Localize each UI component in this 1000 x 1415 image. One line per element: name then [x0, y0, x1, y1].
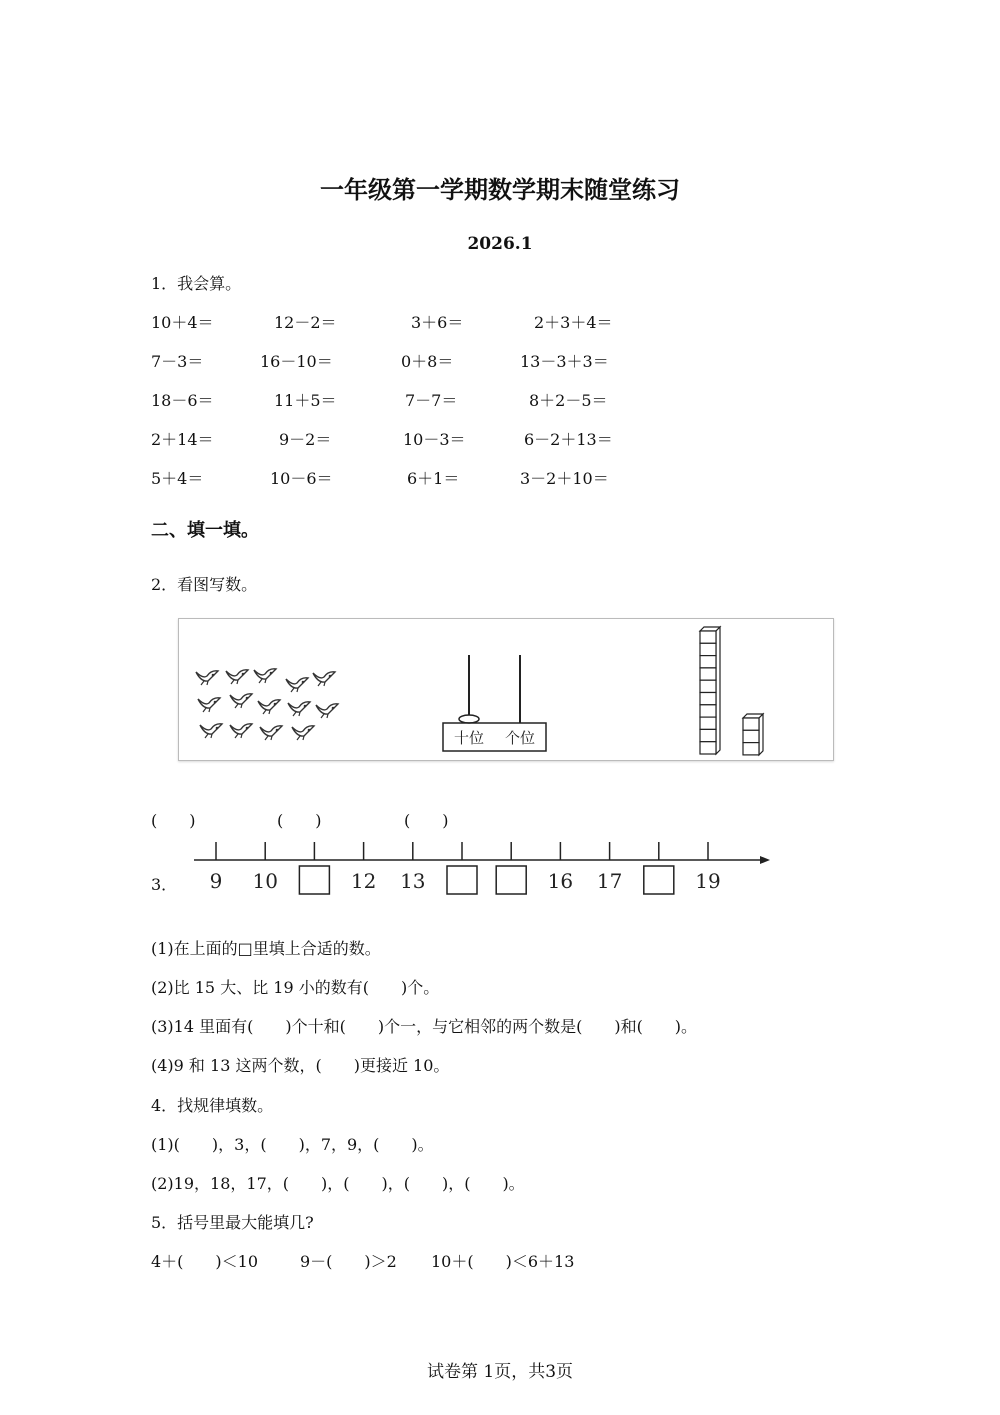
- abacus-label-tens: 十位: [453, 729, 485, 747]
- answer-box[interactable]: [299, 866, 329, 894]
- bird-icon: [258, 700, 280, 714]
- answer-blank[interactable]: ( ): [404, 811, 449, 830]
- calc-item: 2＋3＋4＝: [534, 313, 613, 332]
- calc-item: 13－3＋3＝: [520, 352, 609, 371]
- q4-item: (2)19，18，17，( )，( )，( )，( )。: [151, 1174, 525, 1193]
- bird-icon: [292, 726, 314, 740]
- rod-cube: [700, 693, 716, 705]
- answer-blank[interactable]: ( ): [277, 811, 322, 830]
- section-heading: 二、填一填。: [151, 520, 259, 541]
- bird-icon: [196, 671, 218, 685]
- tick-label: 17: [596, 869, 623, 893]
- tick-label: 10: [252, 869, 278, 893]
- bird-icon: [254, 669, 276, 683]
- unit-cube: [743, 718, 759, 730]
- calc-item: 10＋4＝: [151, 313, 214, 332]
- page-title: 一年级第一学期数学期末随堂练习: [320, 176, 680, 204]
- bird-icon: [260, 726, 282, 740]
- q5-item: 9－( )＞2: [300, 1252, 397, 1271]
- rod-cube: [700, 742, 716, 754]
- bird-icon: [286, 678, 308, 692]
- calc-item: 3＋6＝: [411, 313, 464, 332]
- calc-item: 5＋4＝: [151, 469, 204, 488]
- calc-item: 10－3＝: [403, 430, 466, 449]
- unit-cube: [743, 730, 759, 742]
- q2-figure-svg: [179, 619, 833, 760]
- rod-cube: [700, 717, 716, 729]
- calc-item: 8＋2－5＝: [529, 391, 608, 410]
- bird-icon: [288, 702, 310, 716]
- unit-cube: [743, 743, 759, 755]
- q3-label: 3．: [151, 875, 178, 894]
- q5-item: 10＋( )＜6＋13: [431, 1252, 575, 1271]
- abacus-bead: [459, 715, 479, 723]
- rod-cube: [700, 656, 716, 668]
- answer-box[interactable]: [496, 866, 526, 894]
- q3-item: (2)比 15 大、比 19 小的数有( )个。: [151, 978, 440, 997]
- rod-cube: [700, 668, 716, 680]
- calc-item: 7－3＝: [151, 352, 204, 371]
- bird-icon: [230, 724, 252, 738]
- q4-item: (1)( )，3，( )，7，9，( )。: [151, 1135, 434, 1154]
- page-footer: 试卷第 1页，共3页: [426, 1362, 574, 1382]
- q5-label: 5．括号里最大能填几?: [151, 1213, 314, 1232]
- calc-item: 11＋5＝: [274, 391, 337, 410]
- calc-item: 2＋14＝: [151, 430, 214, 449]
- bird-icon: [316, 704, 338, 718]
- bird-icon: [230, 694, 252, 708]
- abacus-label-ones: 个位: [504, 729, 536, 747]
- calc-item: 3－2＋10＝: [520, 469, 609, 488]
- bird-icon: [226, 670, 248, 684]
- calc-item: 6－2＋13＝: [524, 430, 613, 449]
- tick-label: 19: [695, 869, 721, 893]
- q3-item: (3)14 里面有( )个十和( )个一，与它相邻的两个数是( )和( )。: [151, 1017, 698, 1036]
- calc-item: 9－2＝: [279, 430, 332, 449]
- tick-label: 13: [400, 869, 426, 893]
- answer-box[interactable]: [644, 866, 674, 894]
- q1-label: 1．我会算。: [151, 274, 242, 293]
- calc-item: 0＋8＝: [401, 352, 454, 371]
- calc-item: 6＋1＝: [407, 469, 460, 488]
- tick-label: 12: [350, 869, 377, 893]
- tick-label: 9: [209, 869, 223, 893]
- bird-icon: [198, 698, 220, 712]
- rod-cube: [700, 643, 716, 655]
- calc-item: 16－10＝: [260, 352, 333, 371]
- answer-box[interactable]: [447, 866, 477, 894]
- q3-item: (4)9 和 13 这两个数，( )更接近 10。: [151, 1056, 450, 1075]
- rod-cube: [700, 705, 716, 717]
- bird-icon: [313, 672, 335, 686]
- ones-cubes: [743, 714, 763, 755]
- calc-item: 7－7＝: [405, 391, 458, 410]
- tens-rod: [700, 627, 720, 754]
- rod-cube: [700, 680, 716, 692]
- number-line: [180, 836, 780, 900]
- birds-group: [196, 669, 338, 740]
- q2-figure: [178, 618, 834, 761]
- answer-blank[interactable]: ( ): [151, 811, 196, 830]
- calc-item: 10－6＝: [270, 469, 333, 488]
- q2-label: 2．看图写数。: [151, 575, 258, 594]
- rod-cube: [700, 729, 716, 741]
- q4-label: 4．找规律填数。: [151, 1096, 274, 1115]
- tick-label: 16: [547, 869, 574, 893]
- rod-cube: [700, 631, 716, 643]
- exam-date: 2026.1: [467, 234, 533, 254]
- bird-icon: [200, 724, 222, 738]
- calc-item: 18－6＝: [151, 391, 214, 410]
- q3-item: (1)在上面的□里填上合适的数。: [151, 939, 381, 958]
- calc-item: 12－2＝: [274, 313, 337, 332]
- q5-item: 4＋( )＜10: [151, 1252, 259, 1271]
